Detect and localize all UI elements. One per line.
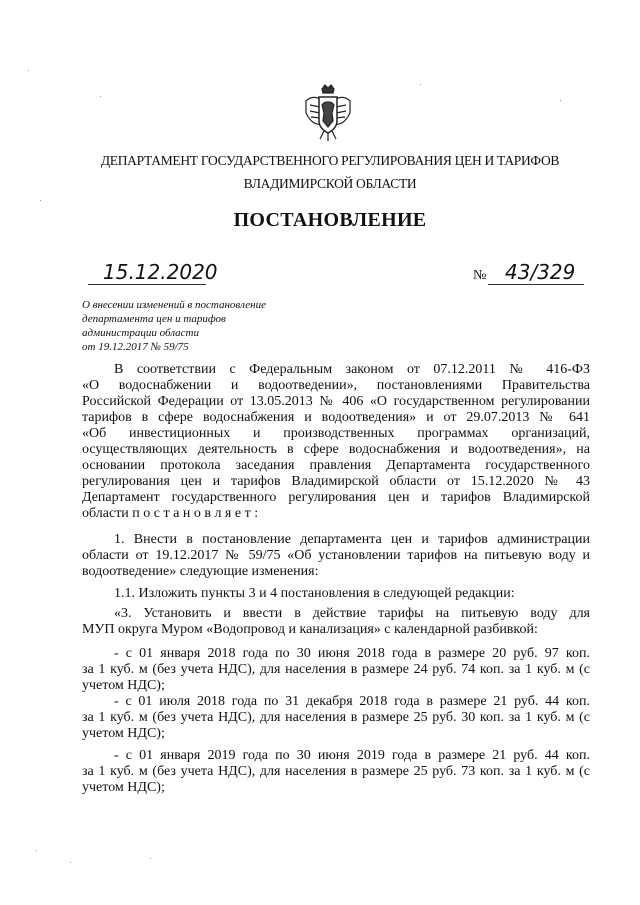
date-underline [88,284,206,285]
preamble-line: области п о с т а н о в л я е т : [82,506,259,521]
subject-line: администрации области [82,327,199,339]
period-line: учетом НДС); [82,726,165,741]
item-1-1-line: 1.1. Изложить пункты 3 и 4 постановления в следующей редакции: [114,586,515,601]
item-1-line: водоотведение» следующие изменения: [82,564,319,579]
period-paragraph [82,694,590,742]
period-line: - с 01 января 2019 года по 30 июня 2019 года в размере 21 руб. 44 коп. [114,748,590,763]
scan-speck [420,84,421,85]
period-line: - с 01 июля 2018 года по 31 декабря 2018 года в размере 21 руб. 44 коп. [114,694,590,709]
scan-speck [150,858,151,859]
preamble-line: «О водоснабжении и водоотведении», постановлениями Правительства [82,378,590,393]
document-type-title: ПОСТАНОВЛЕНИЕ [233,209,427,231]
coat-of-arms-icon [302,83,354,143]
scan-speck [70,862,71,863]
item-3-line: МУП округа Муром «Водопровод и канализация» с календарной разбивкой: [82,622,538,637]
preamble-paragraph [82,362,590,522]
item-3-paragraph [82,606,590,638]
period-paragraph [82,646,590,694]
department-name-line1: ДЕПАРТАМЕНТ ГОСУДАРСТВЕННОГО РЕГУЛИРОВАНИЯ ЦЕН И ТАРИФОВ [100,153,560,168]
preamble-line: тарифов в сфере водоснабжения и водоотведения» и от 29.07.2013 № 641 [82,410,590,425]
period-line: за 1 куб. м (без учета НДС), для населения в размере 24 руб. 74 коп. за 1 куб. м (с [82,662,590,677]
preamble-line: Российской Федерации от 13.05.2013 № 406 «О государственном регулировании [82,394,590,409]
scan-speck [36,850,37,851]
period-line: учетом НДС); [82,780,165,795]
document-subject [82,298,266,354]
subject-line: департамента цен и тарифов [82,313,226,325]
preamble-line: основании протокола заседания правления Департамента государственного [82,458,590,473]
period-line: за 1 куб. м (без учета НДС), для населения в размере 25 руб. 73 коп. за 1 куб. м (с [82,764,590,779]
preamble-line: регулирования цен и тарифов Владимирской области от 15.12.2020 № 43 [82,474,590,489]
subject-line: О внесении изменений в постановление [82,299,266,311]
document-date: 15.12.2020 [103,260,218,284]
preamble-line: осуществляющих деятельность в сфере водоснабжения и водоотведения», на [82,442,590,457]
preamble-line: «Об инвестиционных и производственных программах организаций, [82,426,590,441]
number-label: № [473,268,487,283]
item-1-paragraph [82,532,590,580]
item-1-1-paragraph [82,586,590,602]
period-line: учетом НДС); [82,678,165,693]
scan-speck [560,100,561,101]
period-paragraph [82,748,590,796]
preamble-line: Департамент государственного регулирования цен и тарифов Владимирской [82,490,590,505]
number-underline [488,284,584,285]
item-3-line: «3. Установить и ввести в действие тарифы на питьевую воду для [114,606,590,621]
scan-speck [100,96,101,97]
scan-speck [40,200,41,201]
scan-speck [28,70,29,71]
department-name-line2: ВЛАДИМИРСКОЙ ОБЛАСТИ [243,176,417,191]
document-number: 43/329 [505,260,576,284]
item-1-line: области от 19.12.2017 № 59/75 «Об установлении тарифов на питьевую воду и [82,548,590,563]
preamble-line: В соответствии с Федеральным законом от 07.12.2011 № 416-ФЗ [114,362,590,377]
period-line: - с 01 января 2018 года по 30 июня 2018 года в размере 20 руб. 97 коп. [114,646,590,661]
subject-line: от 19.12.2017 № 59/75 [82,341,189,353]
period-line: за 1 куб. м (без учета НДС), для населения в размере 25 руб. 30 коп. за 1 куб. м (с [82,710,590,725]
item-1-line: 1. Внести в постановление департамента цен и тарифов администрации [114,532,590,547]
